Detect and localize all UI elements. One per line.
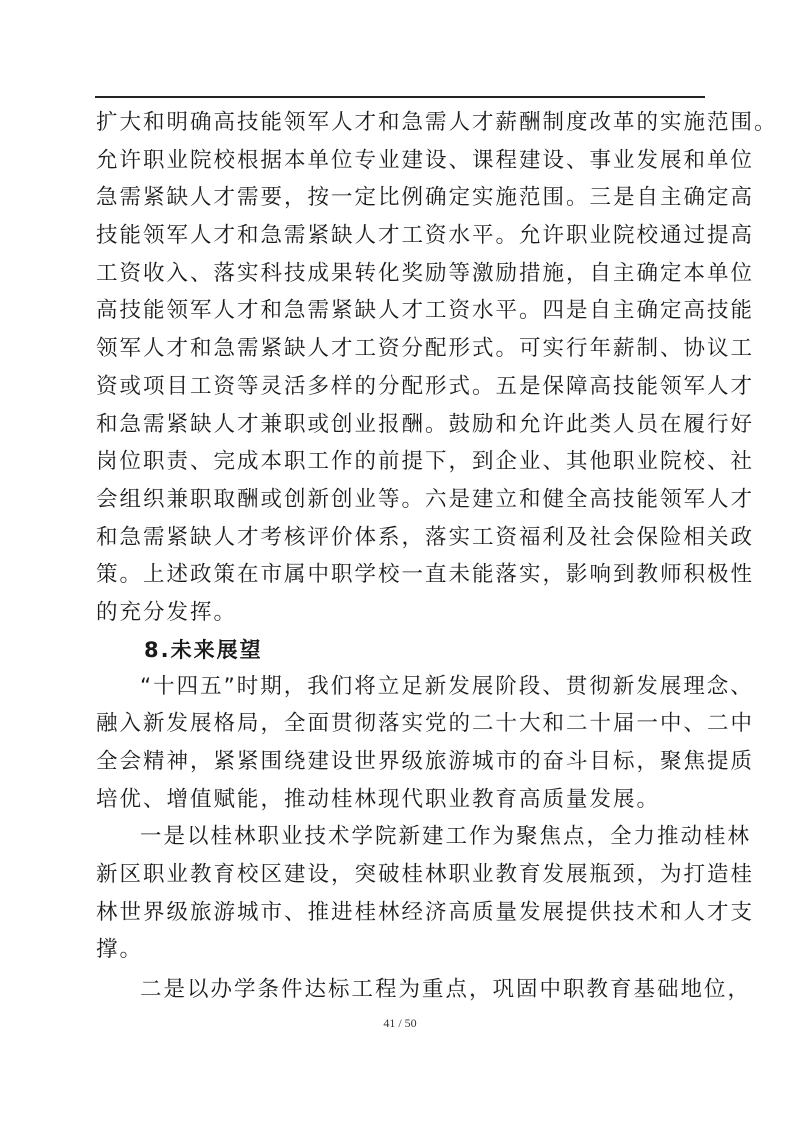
text-line: 高技能领军人才和急需紧缺人才工资水平。四是自主确定高技能 xyxy=(96,298,755,324)
paragraph xyxy=(96,818,755,969)
text-line: 全会精神，紧紧围绕建设世界级旅游城市的奋斗目标，聚焦提质 xyxy=(96,749,755,774)
paragraph xyxy=(96,104,778,632)
header-rule xyxy=(95,96,705,98)
text-line: “十四五”时期，我们将立足新发展阶段、贯彻新发展理念、 xyxy=(140,673,754,699)
text-line: 二是以办学条件达标工程为重点，巩固中职教育基础地位， xyxy=(140,977,752,1003)
text-line: 扩大和明确高技能领军人才和急需人才薪酬制度改革的实施范围。 xyxy=(96,110,778,135)
text-line: 融入新发展格局，全面贯彻落实党的二十大和二十届一中、二中 xyxy=(96,711,755,737)
text-line: 和急需紧缺人才兼职或创业报酬。鼓励和允许此类人员在履行好 xyxy=(96,411,755,437)
text-line: 的充分发挥。 xyxy=(96,599,238,625)
text-line: 培优、增值赋能，推动桂林现代职业教育高质量发展。 xyxy=(96,786,661,812)
document-body xyxy=(96,104,778,1009)
paragraph xyxy=(96,668,755,819)
text-line: 撑。 xyxy=(96,937,144,963)
text-line: 资或项目工资等灵活多样的分配形式。五是保障高技能领军人才 xyxy=(96,373,755,399)
section-heading xyxy=(96,632,706,668)
text-line: 会组织兼职取酬或创新创业等。六是建立和健全高技能领军人才 xyxy=(96,486,755,512)
text-line: 急需紧缺人才需要，按一定比例确定实施范围。三是自主确定高 xyxy=(96,185,755,211)
text-line: 一是以桂林职业技术学院新建工作为聚焦点，全力推动桂林 xyxy=(140,824,752,850)
text-line: 领军人才和急需紧缺人才工资分配形式。可实行年薪制、协议工 xyxy=(96,336,755,362)
paragraph xyxy=(96,971,752,1009)
text-line: 岗位职责、完成本职工作的前提下，到企业、其他职业院校、社 xyxy=(96,449,755,475)
text-line: 策。上述政策在市属中职学校一直未能落实，影响到教师积极性 xyxy=(96,562,755,588)
heading-text: 8.未来展望 xyxy=(144,637,263,662)
page-number: 41 / 50 xyxy=(383,1016,417,1030)
text-line: 技能领军人才和急需紧缺人才工资水平。允许职业院校通过提高 xyxy=(96,223,755,249)
text-line: 林世界级旅游城市、推进桂林经济高质量发展提供技术和人才支 xyxy=(96,899,755,925)
text-line: 允许职业院校根据本单位专业建设、课程建设、事业发展和单位 xyxy=(96,147,755,173)
text-line: 工资收入、落实科技成果转化奖励等激励措施，自主确定本单位 xyxy=(96,260,755,286)
text-line: 和急需紧缺人才考核评价体系，落实工资福利及社会保险相关政 xyxy=(96,524,755,550)
text-line: 新区职业教育校区建设，突破桂林职业教育发展瓶颈，为打造桂 xyxy=(96,862,755,888)
